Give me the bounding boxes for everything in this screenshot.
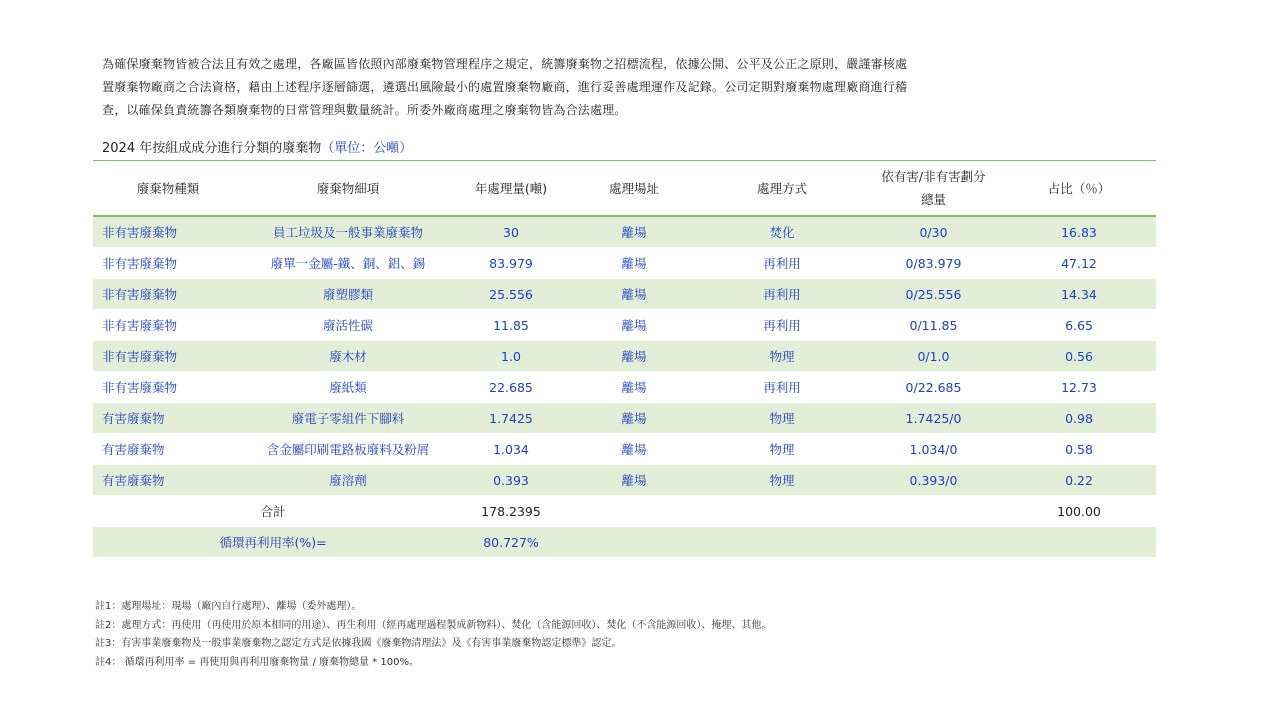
cell-split: 0/11.85 [865,310,1002,341]
cell-site: 離場 [569,341,699,372]
cell-annual: 1.0 [453,341,569,372]
table-title-unit: （單位：公噸） [321,141,413,156]
total-row [93,496,1156,527]
cell-type: 非有害廢棄物 [93,372,243,403]
header-ratio: 占比（％） [1002,161,1156,217]
cell-ratio: 0.56 [1002,341,1156,372]
cell-method: 物理 [699,465,865,496]
cell-detail: 廢紙類 [243,372,453,403]
cell-type: 有害廢棄物 [93,434,243,465]
cell-annual: 11.85 [453,310,569,341]
header-split [865,161,1002,217]
header-split-line1: 依有害/非有害劃分 [881,169,986,184]
total-ratio: 100.00 [1002,496,1156,527]
recycle-rate-label: 循環再利用率(%)= [93,527,453,558]
table-row [93,248,1156,279]
footnote: 註4： 循環再利用率 = 再使用與再利用廢棄物量 / 廢棄物總量 * 100%。 [95,656,419,668]
rate-empty [1002,527,1156,558]
cell-split: 0.393/0 [865,465,1002,496]
total-annual: 178.2395 [453,496,569,527]
header-split-line2: 總量 [920,192,946,207]
cell-ratio: 12.73 [1002,372,1156,403]
cell-split: 0/25.556 [865,279,1002,310]
cell-ratio: 47.12 [1002,248,1156,279]
intro-paragraph [102,53,992,122]
cell-site: 離場 [569,434,699,465]
intro-line: 為確保廢棄物皆被合法且有效之處理，各廠區皆依照內部廢棄物管理程序之規定，統籌廢棄物之招標流程，依據公開、公平及公正之原則，嚴謹審核處 [102,57,908,71]
cell-split: 1.034/0 [865,434,1002,465]
cell-detail: 廢活性碳 [243,310,453,341]
table-title [102,137,412,156]
total-empty [569,496,699,527]
footnote: 註2：處理方式：再使用（再使用於原本相同的用途）、再生利用（經再處理過程製成新物料）、焚化（含能源回收）、焚化（不含能源回收）、掩埋、其他。 [95,619,772,631]
cell-split: 1.7425/0 [865,403,1002,434]
rate-empty [699,527,865,558]
cell-annual: 1.7425 [453,403,569,434]
cell-ratio: 0.98 [1002,403,1156,434]
cell-site: 離場 [569,310,699,341]
header-annual: 年處理量(噸) [453,161,569,217]
cell-type: 有害廢棄物 [93,403,243,434]
table-row [93,279,1156,310]
cell-annual: 25.556 [453,279,569,310]
cell-split: 0/30 [865,216,1002,248]
cell-detail: 員工垃圾及一般事業廢棄物 [243,216,453,248]
cell-detail: 含金屬印刷電路板廢料及粉屑 [243,434,453,465]
cell-detail: 廢電子零組件下腳料 [243,403,453,434]
total-empty [865,496,1002,527]
cell-site: 離場 [569,372,699,403]
cell-site: 離場 [569,216,699,248]
cell-method: 再利用 [699,372,865,403]
cell-detail: 廢溶劑 [243,465,453,496]
cell-annual: 22.685 [453,372,569,403]
table-title-main: 2024 年按組成成分進行分類的廢棄物 [102,141,322,156]
cell-method: 焚化 [699,216,865,248]
cell-type: 非有害廢棄物 [93,279,243,310]
intro-line: 查，以確保負責統籌各類廢棄物的日常管理與數量統計。所委外廠商處理之廢棄物皆為合法處理。 [102,103,627,117]
cell-detail: 廢木材 [243,341,453,372]
total-empty [699,496,865,527]
cell-type: 非有害廢棄物 [93,216,243,248]
table-row [93,465,1156,496]
cell-method: 再利用 [699,279,865,310]
table-row [93,216,1156,248]
table-row [93,434,1156,465]
intro-line: 置廢棄物廠商之合法資格，藉由上述程序逐層篩選，遴選出風險最小的處置廢棄物廠商，進行妥善處理運作及記錄。公司定期對廢棄物處理廠商進行稽 [102,80,908,94]
footnote: 註3：有害事業廢棄物及一般事業廢棄物之認定方式是依據我國《廢棄物清理法》及《有害事業廢棄物認定標準》認定。 [95,638,622,649]
footnotes [95,598,771,672]
recycle-rate-row [93,527,1156,558]
cell-annual: 0.393 [453,465,569,496]
header-site: 處理場址 [569,161,699,217]
cell-method: 物理 [699,434,865,465]
cell-ratio: 0.58 [1002,434,1156,465]
waste-table [93,160,1156,558]
table-row [93,403,1156,434]
cell-split: 0/22.685 [865,372,1002,403]
header-row [93,161,1156,217]
cell-site: 離場 [569,248,699,279]
cell-method: 再利用 [699,310,865,341]
table-row [93,310,1156,341]
cell-site: 離場 [569,403,699,434]
cell-split: 0/83.979 [865,248,1002,279]
cell-type: 非有害廢棄物 [93,310,243,341]
cell-annual: 30 [453,216,569,248]
cell-method: 物理 [699,341,865,372]
total-label: 合計 [93,496,453,527]
cell-ratio: 16.83 [1002,216,1156,248]
cell-ratio: 14.34 [1002,279,1156,310]
cell-site: 離場 [569,465,699,496]
cell-ratio: 0.22 [1002,465,1156,496]
cell-split: 0/1.0 [865,341,1002,372]
cell-detail: 廢塑膠類 [243,279,453,310]
rate-empty [865,527,1002,558]
cell-annual: 1.034 [453,434,569,465]
recycle-rate-value: 80.727% [453,527,569,558]
table-row [93,341,1156,372]
table-row [93,372,1156,403]
header-type: 廢棄物種類 [93,161,243,217]
cell-detail: 廢單一金屬-鐵、銅、鋁、錫 [243,248,453,279]
header-method: 處理方式 [699,161,865,217]
footnote: 註1：處理場址：現場（廠內自行處理）、離場（委外處理）。 [95,601,362,612]
cell-site: 離場 [569,279,699,310]
header-detail: 廢棄物細項 [243,161,453,217]
cell-annual: 83.979 [453,248,569,279]
cell-type: 非有害廢棄物 [93,248,243,279]
cell-ratio: 6.65 [1002,310,1156,341]
cell-method: 物理 [699,403,865,434]
rate-empty [569,527,699,558]
cell-type: 非有害廢棄物 [93,341,243,372]
cell-type: 有害廢棄物 [93,465,243,496]
cell-method: 再利用 [699,248,865,279]
